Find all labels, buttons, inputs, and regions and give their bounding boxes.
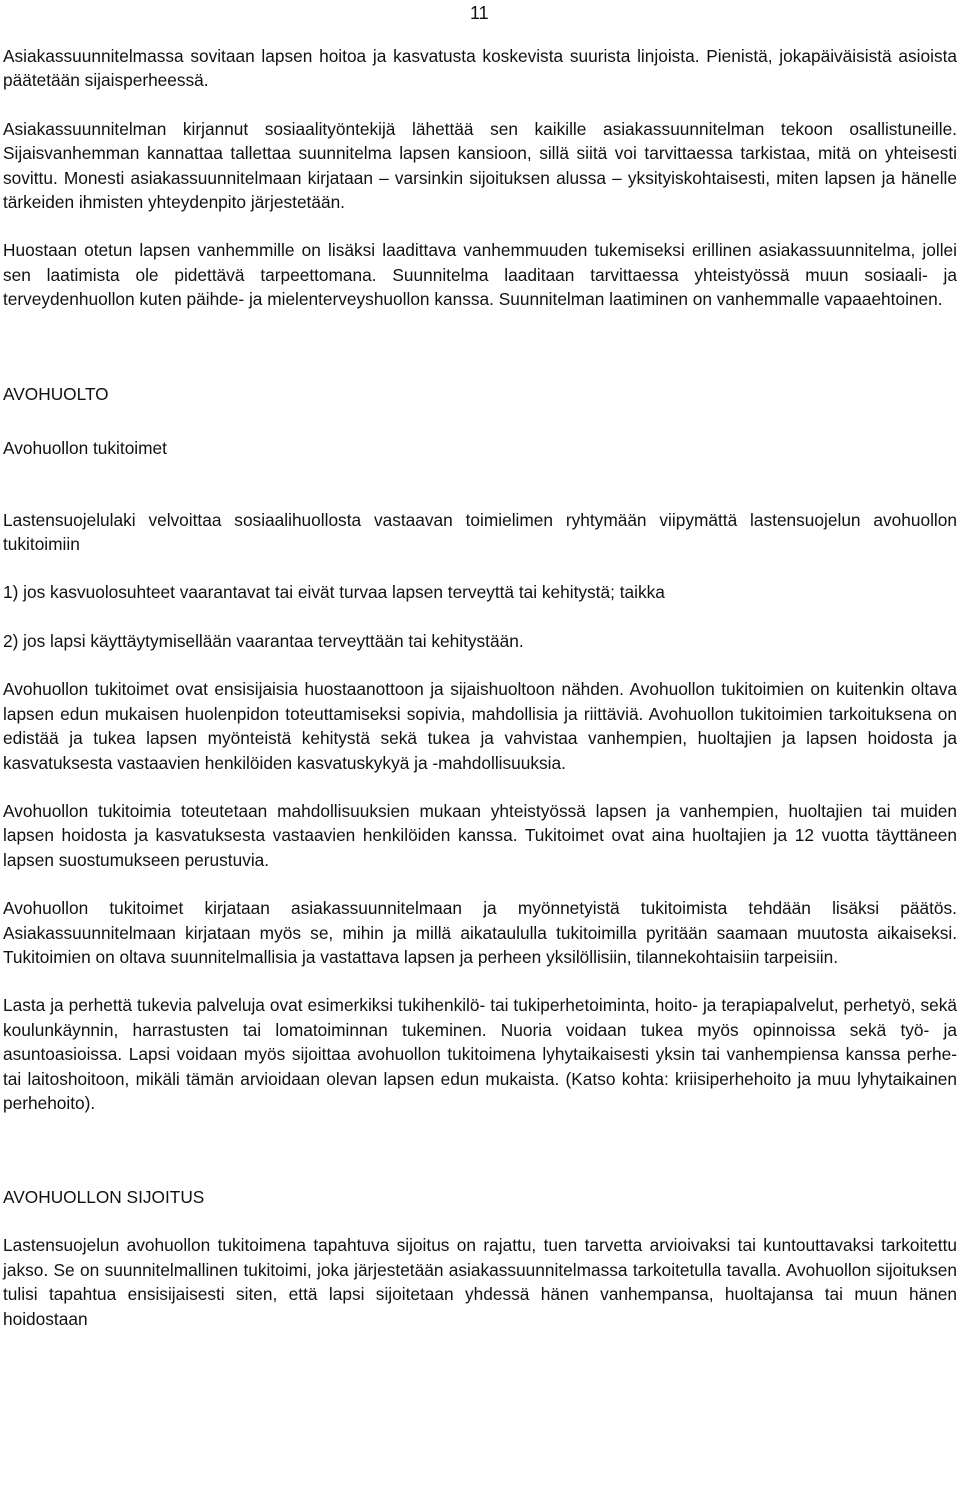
- paragraph: Lastensuojelulaki velvoittaa sosiaalihuollosta vastaavan toimielimen ryhtymään viipymättä lastensuojelun avohuollon tukitoimiin: [3, 509, 957, 555]
- paragraph: Lasta ja perhettä tukevia palveluja ovat esimerkiksi tukihenkilö- tai tukiperhetoiminta, hoito- ja terapiapalvelut, perhetyö, sekä koulunkäynnin, harrastusten tai lomatoiminnan tukeminen. Nuoria voidaan tukea myös opinnoissa sekä työ- ja asuntoasioissa. Lapsi voidaan myös sijoittaa avohuollon tukitoimena lyhytaikaisesti yksin tai vanhempiensa kanssa perhe- tai laitoshoitoon, mikäli tämän arvioidaan olevan lapsen edun mukaista. (Katso kohta: kriisiperhehoito ja muu lyhytaikainen perhehoito).: [3, 995, 957, 1113]
- list-item: 1) jos kasvuolosuhteet vaarantavat tai eivät turvaa lapsen terveyttä tai kehitystä; taikka: [3, 582, 665, 603]
- paragraph: Asiakassuunnitelman kirjannut sosiaalityöntekijä lähettää sen kaikille asiakassuunnitelman tekoon osallistuneille. Sijaisvanhemman kannattaa tallettaa suunnitelma lapsen kansioon, sillä siitä voi tarvittaessa tarkistaa, mitä on yhteisesti sovittu. Monesti asiakassuunnitelmaan kirjataan – varsinkin sijoituksen alussa – yksityiskohtaisesti, miten lapsen ja hänelle tärkeiden ihmisten yhteydenpito järjestetään.: [3, 118, 957, 213]
- document-body: [3, 44, 957, 1331]
- paragraph: Avohuollon tukitoimia toteutetaan mahdollisuuksien mukaan yhteistyössä lapsen ja vanhempien, huoltajien tai muiden lapsen hoidosta ja kasvatuksesta vastaavien henkilöiden kanssa. Tukitoimet ovat aina huoltajien ja 12 vuotta täyttäneen lapsen suostumukseen perustuvia.: [3, 800, 957, 870]
- subsection-heading: Avohuollon tukitoimet: [3, 437, 167, 458]
- list-item: 2) jos lapsi käyttäytymisellään vaarantaa terveyttään tai kehitystään.: [3, 630, 524, 651]
- section-heading: AVOHUOLTO: [3, 383, 109, 404]
- page-number: 11: [470, 3, 489, 23]
- paragraph: Asiakassuunnitelmassa sovitaan lapsen hoitoa ja kasvatusta koskevista suurista linjoista. Pienistä, jokapäiväisistä asioista päätetään sijaisperheessä.: [3, 46, 957, 91]
- paragraph: Huostaan otetun lapsen vanhemmille on lisäksi laadittava vanhemmuuden tukemiseksi erillinen asiakassuunnitelma, jollei sen laatimista ole pidettävä tarpeettomana. Suunnitelma laaditaan tarvittaessa yhteistyössä muun sosiaali- ja terveydenhuollon kuten päihde- ja mielenterveyshuollon kanssa. Suunnitelman laatiminen on vanhemmalle vapaaehtoinen.: [3, 240, 957, 310]
- paragraph: Avohuollon tukitoimet kirjataan asiakassuunnitelmaan ja myönnetyistä tukitoimista tehdään lisäksi päätös. Asiakassuunnitelmaan kirjataan myös se, mihin ja millä aikataululla tukitoimilla pyritään saamaan muutosta aikaiseksi. Tukitoimien on oltava suunnitelmallisia ja vastattava lapsen ja perheen yksilöllisiin, tilannekohtaisiin tarpeisiin.: [3, 898, 957, 967]
- paragraph: Lastensuojelun avohuollon tukitoimena tapahtuva sijoitus on rajattu, tuen tarvetta arvioivaksi tai kuntouttavaksi tarkoitettu jakso. Se on suunnitelmallinen tukitoimi, joka järjestetään asiakassuunnitelmassa tarkoitetulla tavalla. Avohuollon sijoituksen tulisi tapahtua ensisijaisesti siten, että lapsi sijoitetaan yhdessä hänen vanhempansa, huoltajansa tai muun hänen hoidostaan: [3, 1235, 957, 1329]
- section-heading: AVOHUOLLON SIJOITUS: [3, 1187, 205, 1208]
- paragraph: Avohuollon tukitoimet ovat ensisijaisia huostaanottoon ja sijaishuoltoon nähden. Avohuollon tukitoimien on kuitenkin oltava lapsen edun mukaisen huolenpidon toteuttamiseksi sopivia, mahdollisia ja riittäviä. Avohuollon tukitoimien tarkoituksena on edistää ja tukea lapsen myönteistä kehitystä sekä tukea ja vahvistaa vanhempien, huoltajien ja lapsen hoidosta ja kasvatuksesta vastaavien henkilöiden kasvatuskykyä ja -mahdollisuuksia.: [3, 679, 957, 773]
